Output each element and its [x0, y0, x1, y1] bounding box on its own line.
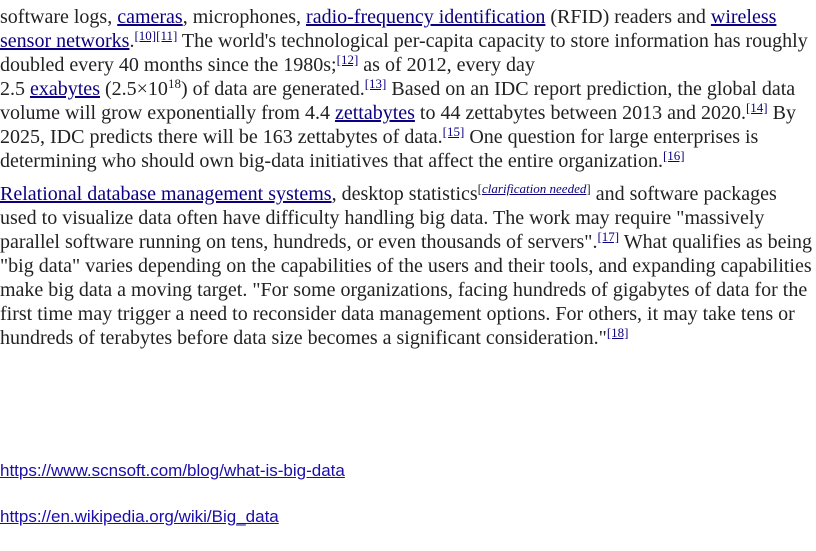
citation-link-10[interactable]: [10]: [134, 28, 157, 43]
text-run: (RFID) readers and: [545, 6, 711, 28]
exponent: 18: [167, 76, 181, 91]
text-run: ) of data are generated.: [180, 78, 365, 100]
link-zettabytes[interactable]: zettabytes: [334, 102, 415, 124]
text-run: By 2025, IDC predicts there will be 163 zettabytes of data.: [0, 102, 796, 148]
source-links: [0, 460, 345, 528]
citation-13: [365, 76, 387, 91]
citation-link-16[interactable]: [16]: [662, 148, 685, 163]
citation-17: [597, 229, 619, 244]
text-run: 2.5: [0, 78, 30, 100]
citation-10: [134, 28, 156, 43]
bracket: ]: [586, 181, 591, 196]
link-wikipedia-url[interactable]: https://en.wikipedia.org/wiki/Big_data: [0, 507, 279, 526]
text-run: software logs,: [0, 6, 118, 28]
text-run: to 44 zettabytes between 2013 and 2020.: [414, 102, 746, 124]
citation-link-14[interactable]: [14]: [745, 100, 768, 115]
link-cameras[interactable]: cameras: [117, 6, 183, 28]
citation-12: [337, 52, 359, 67]
link-rdbms[interactable]: Relational database management systems: [0, 183, 332, 205]
citation-link-11[interactable]: [11]: [156, 28, 178, 43]
text-run: The world's technological per-capita capacity to store information has roughly doubled every 40 months since the 1980s;: [0, 30, 808, 76]
text-run: What qualifies as being "big data" varies depending on the capabilities of the users and their tools, and expanding capabilities make big data a moving target. "For some organizations, facing hundreds of gigabytes of data for the first time may trigger a need to reconsider data management options. For others, it may take tens or hundreds of terabytes before data size becomes a significant consideration.": [0, 231, 813, 349]
citation-15: [443, 124, 465, 139]
citation-link-12[interactable]: [12]: [336, 52, 359, 67]
citation-11: [156, 28, 177, 43]
text-run: Based on an IDC report prediction, the global data volume will grow exponentially from 4.4: [0, 78, 796, 124]
citation-link-17[interactable]: [17]: [597, 229, 620, 244]
citation-18: [607, 325, 629, 340]
citation-link-15[interactable]: [15]: [442, 124, 465, 139]
clarification-needed-tag: [478, 181, 591, 196]
citation-14: [746, 100, 768, 115]
article-body: [0, 5, 816, 350]
citation-link-18[interactable]: [18]: [606, 325, 629, 340]
citation-link-13[interactable]: [13]: [364, 76, 387, 91]
text-run: as of 2012, every day: [358, 54, 535, 76]
clarification-needed-link[interactable]: clarification needed: [482, 181, 587, 196]
citation-16: [663, 148, 685, 163]
paragraph-storage-growth: [0, 5, 816, 173]
link-wireless-sensor-networks[interactable]: wireless sensor networks: [0, 6, 777, 52]
text-run: (2.5×10: [99, 78, 168, 100]
bracket: [: [477, 181, 483, 196]
paragraph-rdbms: [0, 182, 816, 350]
text-run: .: [129, 30, 135, 52]
text-run: One question for large enterprises is determining who should own big-data initiatives that affect the entire organization.: [0, 126, 759, 172]
text-run: , microphones,: [182, 6, 307, 28]
text-run: , desktop statistics: [331, 183, 478, 205]
link-rfid[interactable]: radio-frequency identification: [306, 6, 546, 28]
text-run: and software packages used to visualize data often have difficulty handling big data. The work may require "massively parallel software running on tens, hundreds, or even thousands of servers".: [0, 183, 777, 253]
link-exabytes[interactable]: exabytes: [30, 78, 100, 100]
link-scnsoft-url[interactable]: https://www.scnsoft.com/blog/what-is-big-data: [0, 461, 345, 480]
